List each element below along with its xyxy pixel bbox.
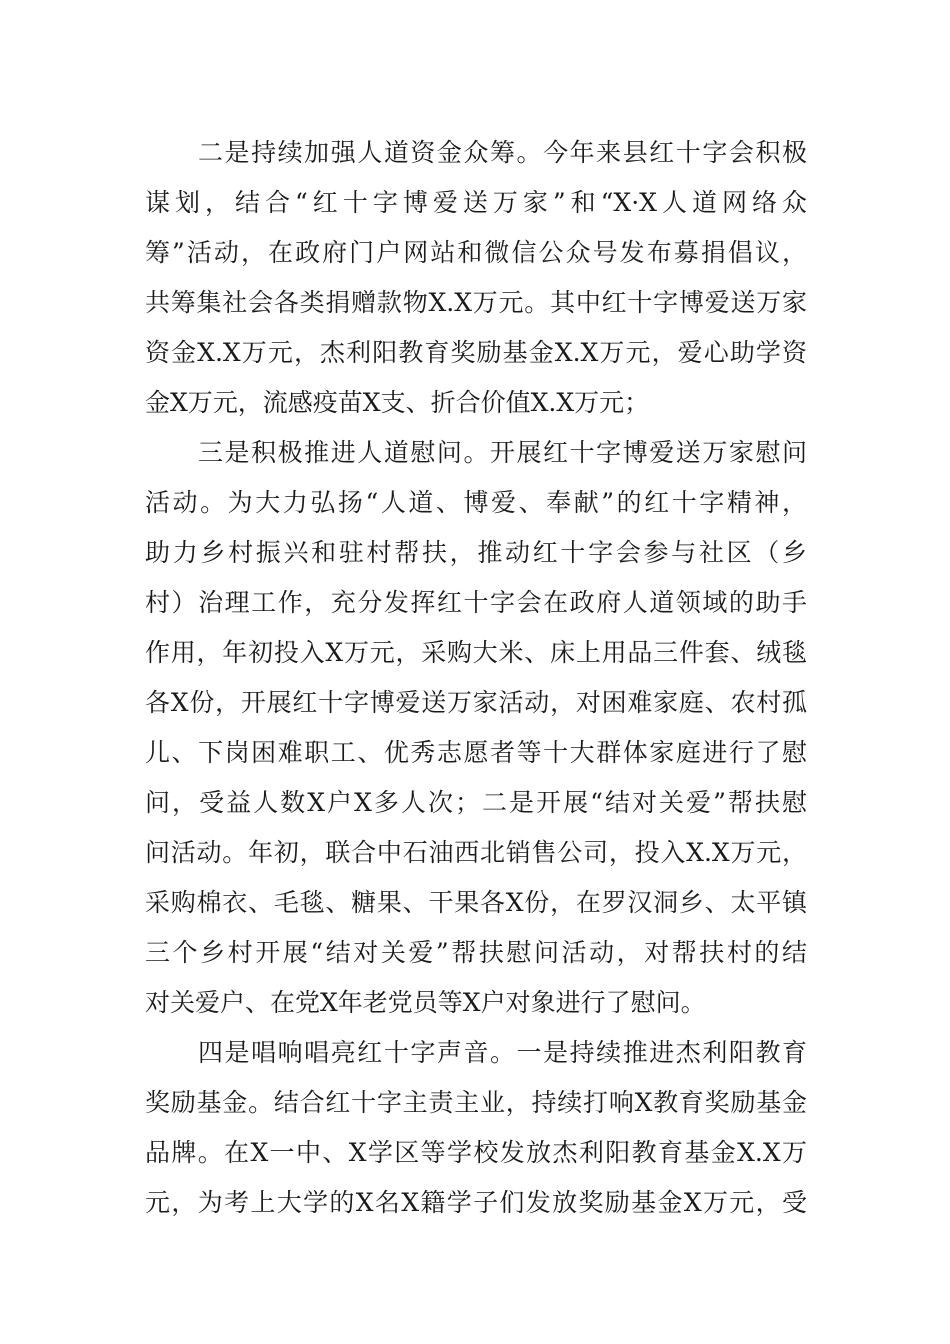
paragraph-humanitarian-visits: [145, 428, 807, 1028]
text-line: 对关爱户、在党X年老党员等X户对象进行了慰问。: [145, 988, 706, 1017]
text-line: 奖励基金。结合红十字主责主业，持续打响X教育奖励基金: [145, 1088, 807, 1117]
text-line: 活动。为大力弘扬“人道、博爱、奉献”的红十字精神，: [145, 488, 807, 517]
text-line: 三是积极推进人道慰问。开展红十字博爱送万家慰问: [198, 438, 807, 467]
text-line: 品牌。在X一中、X学区等学校发放杰利阳教育基金X.X万: [145, 1138, 807, 1167]
text-line: 四是唱响唱亮红十字声音。一是持续推进杰利阳教育: [198, 1038, 807, 1067]
text-line: 采购棉衣、毛毯、糖果、干果各X份，在罗汉洞乡、太平镇: [145, 888, 807, 917]
text-line: 筹”活动，在政府门户网站和微信公众号发布募捐倡议，: [145, 238, 807, 267]
text-line: 共筹集社会各类捐赠款物X.X万元。其中红十字博爱送万家: [145, 288, 807, 317]
text-line: 谋划，结合“红十字博爱送万家”和“X·X人道网络众: [145, 188, 807, 217]
text-line: 村）治理工作，充分发挥红十字会在政府人道领域的助手: [145, 588, 807, 617]
text-line: 问活动。年初，联合中石油西北销售公司，投入X.X万元，: [145, 838, 807, 867]
text-line: 儿、下岗困难职工、优秀志愿者等十大群体家庭进行了慰: [145, 738, 807, 767]
document-body: [145, 128, 807, 1228]
text-line: 助力乡村振兴和驻村帮扶，推动红十字会参与社区（乡: [145, 538, 807, 567]
text-line: 三个乡村开展“结对关爱”帮扶慰问活动，对帮扶村的结: [145, 938, 807, 967]
text-line: 各X份，开展红十字博爱送万家活动，对困难家庭、农村孤: [145, 688, 807, 717]
text-line: 元，为考上大学的X名X籍学子们发放奖励基金X万元，受: [145, 1188, 807, 1217]
text-line: 金X万元，流感疫苗X支、折合价值X.X万元；: [145, 388, 650, 417]
text-line: 二是持续加强人道资金众筹。今年来县红十字会积极: [198, 138, 807, 167]
text-line: 作用，年初投入X万元，采购大米、床上用品三件套、绒毯: [145, 638, 807, 667]
text-line: 问，受益人数X户X多人次；二是开展“结对关爱”帮扶慰: [145, 788, 807, 817]
paragraph-red-cross-voice: [145, 1028, 807, 1228]
paragraph-fundraising: [145, 128, 807, 428]
text-line: 资金X.X万元，杰利阳教育奖励基金X.X万元，爱心助学资: [145, 338, 807, 367]
